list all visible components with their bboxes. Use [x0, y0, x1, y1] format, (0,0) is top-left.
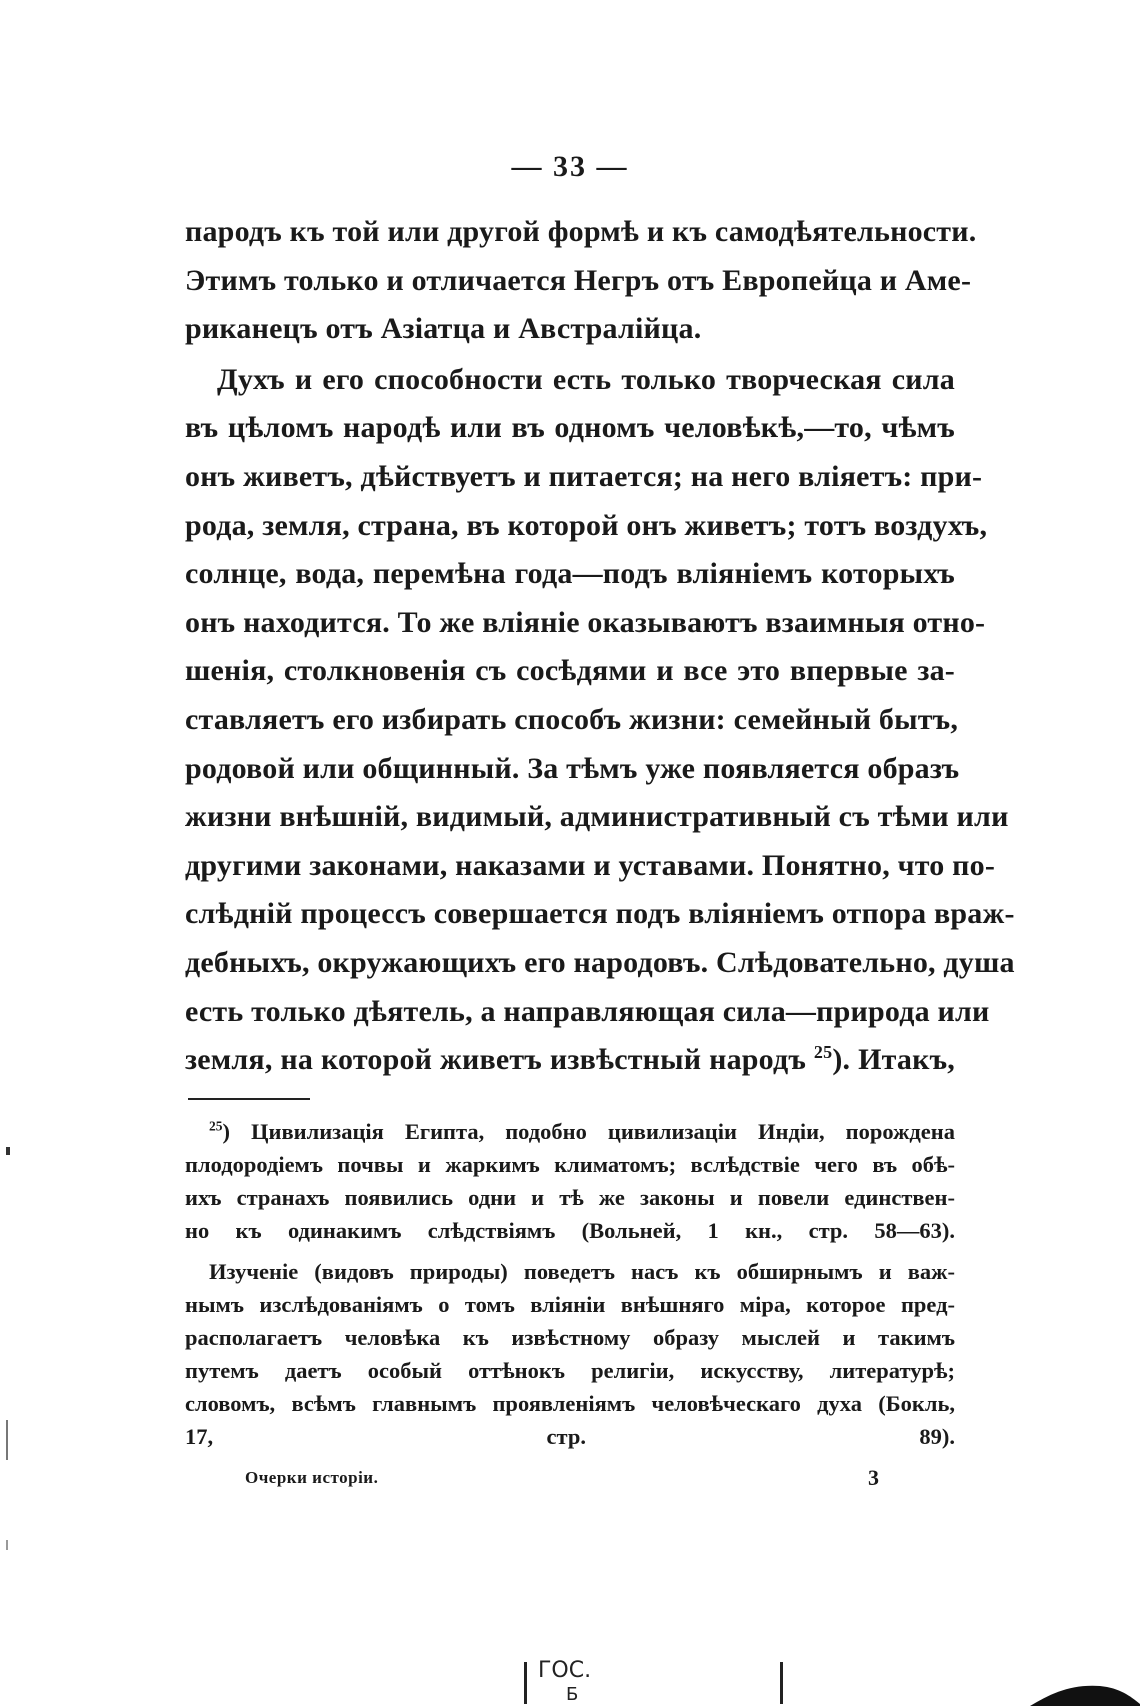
text-fragment: ). Итакъ,	[832, 1043, 955, 1077]
footnotes	[185, 1115, 955, 1453]
text-line: пародъ къ той или другой формѣ и къ самодѣятельности.	[185, 215, 977, 248]
text-line: жизни внѣшній, видимый, административный съ тѣми или	[185, 800, 1009, 834]
scan-edge-mark	[6, 1540, 8, 1550]
footnote-line: словомъ, всѣмъ главнымъ проявленіямъ человѣческаго духа (Бокль,	[185, 1391, 955, 1416]
text-line: Духъ и его способности есть только творческая сила	[217, 362, 955, 396]
text-line: другими законами, наказами и уставами. Понятно, что по-	[185, 848, 996, 882]
page-number: — 33 —	[511, 150, 629, 183]
footnote-line: плодородіемъ почвы и жаркимъ климатомъ; вслѣдствіе чего въ обѣ-	[185, 1152, 955, 1177]
footnote-line: ихъ странахъ появились одни и тѣ же законы и повели единствен-	[185, 1185, 955, 1210]
scan-edge-mark	[6, 1147, 10, 1155]
text-line: ставляетъ его избирать способъ жизни: семейный бытъ,	[185, 702, 959, 736]
footnote-line: нымъ изслѣдованіямъ о томъ вліяніи внѣшняго міра, которое пред-	[185, 1292, 955, 1317]
footnote-line: располагаетъ человѣка къ извѣстному образу мыслей и такимъ	[185, 1325, 955, 1350]
printer-signature: Очерки исторіи.	[245, 1468, 379, 1487]
stamp-border	[524, 1662, 527, 1704]
stamp-text: Б	[566, 1684, 579, 1705]
text-line: Этимъ только и отличается Негръ отъ Европейца и Аме-	[185, 263, 972, 297]
stamp-border	[780, 1662, 783, 1704]
text-line: рода, земля, страна, въ которой онъ живетъ; тотъ воздухъ,	[185, 508, 988, 542]
scan-edge-mark	[6, 1420, 8, 1460]
footnote-line: 17, стр. 89).	[185, 1424, 955, 1449]
text-line: шенія, столкновенія съ сосѣдями и все это впервые за-	[185, 654, 955, 688]
text-line: есть только дѣятель, а направляющая сила—природа или	[185, 994, 990, 1028]
text-line: солнце, вода, перемѣна года—подъ вліяніемъ которыхъ	[185, 557, 955, 591]
footnote-line	[185, 1115, 955, 1148]
text-fragment: ) Цивилизація Египта, подобно цивилизаціи Индіи, порождена	[222, 1119, 955, 1144]
stamp-text: ГОС.	[538, 1658, 592, 1683]
text-fragment: земля, на которой живетъ извѣстный народъ	[185, 1043, 807, 1077]
footnote-divider	[188, 1098, 310, 1100]
footnote-line: Изученіе (видовъ природы) поведетъ насъ къ обширнымъ и важ-	[209, 1259, 955, 1284]
text-line-with-footnote	[185, 1036, 955, 1085]
text-line: родовой или общинный. За тѣмъ уже появляется образъ	[185, 751, 960, 785]
ink-blob-icon	[1030, 1676, 1140, 1706]
text-line: онъ находится. То же вліяніе оказываютъ взаимныя отно-	[185, 605, 986, 639]
text-line: слѣдній процессъ совершается подъ вліяніемъ отпора враж-	[185, 897, 1015, 931]
footnote-line: но къ одинакимъ слѣдствіямъ (Вольней, 1 кн., стр. 58—63).	[185, 1218, 955, 1243]
sheet-number: 3	[868, 1465, 879, 1490]
text-line: онъ живетъ, дѣйствуетъ и питается; на него вліяетъ: при-	[185, 459, 983, 493]
main-text	[185, 208, 1015, 1085]
footnote-line: путемъ даетъ особый оттѣнокъ религіи, искусству, литературѣ;	[185, 1358, 955, 1383]
text-line: риканецъ отъ Азіатца и Австралійца.	[185, 312, 702, 346]
text-line: въ цѣломъ народѣ или въ одномъ человѣкѣ,—то, чѣмъ	[185, 411, 955, 445]
text-line: дебныхъ, окружающихъ его народовъ. Слѣдовательно, душа	[185, 945, 1015, 979]
footnote-marker: 25	[209, 1118, 223, 1134]
footnote-reference: 25	[813, 1042, 833, 1063]
library-stamp	[524, 1650, 784, 1705]
